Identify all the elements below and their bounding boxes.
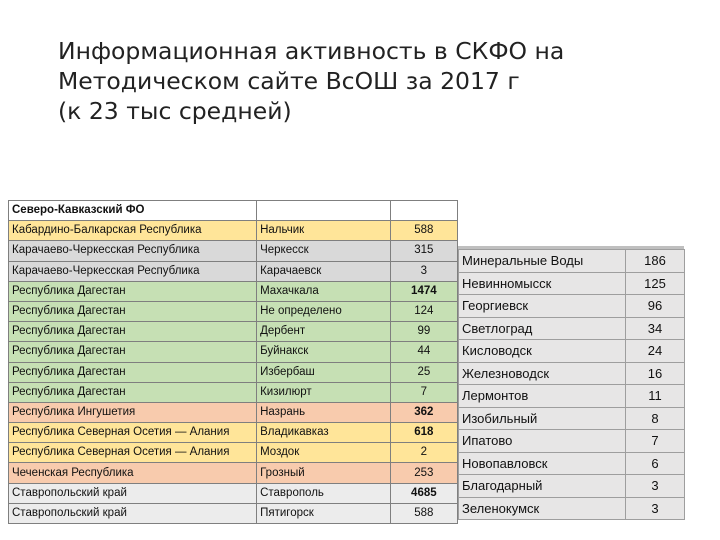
table-row xyxy=(459,250,685,273)
value-cell: 2 xyxy=(390,443,457,463)
table-row xyxy=(9,362,458,382)
value-cell: 99 xyxy=(390,322,457,342)
value-cell: 24 xyxy=(626,340,685,363)
city-cell: Не определено xyxy=(257,301,391,321)
city-cell: Назрань xyxy=(257,402,391,422)
city-cell: Минеральные Воды xyxy=(459,250,626,273)
region-cell: Республика Дагестан xyxy=(9,342,257,362)
city-cell: Грозный xyxy=(257,463,391,483)
city-cell: Владикавказ xyxy=(257,423,391,443)
value-cell: 96 xyxy=(626,295,685,318)
slide-title xyxy=(58,36,678,126)
table-header-row xyxy=(9,201,458,221)
value-cell: 25 xyxy=(390,362,457,382)
value-cell: 4685 xyxy=(390,483,457,503)
city-cell: Черкесск xyxy=(257,241,391,261)
title-line-1: Информационная активность в СКФО на xyxy=(58,37,565,65)
region-cell: Карачаево-Черкесская Республика xyxy=(9,241,257,261)
table-row xyxy=(459,340,685,363)
value-cell: 3 xyxy=(626,475,685,498)
table-row xyxy=(9,221,458,241)
table-row xyxy=(9,382,458,402)
value-cell: 7 xyxy=(626,430,685,453)
city-cell: Карачаевск xyxy=(257,261,391,281)
value-cell: 588 xyxy=(390,221,457,241)
table-row xyxy=(459,362,685,385)
city-cell: Пятигорск xyxy=(257,503,391,523)
city-cell: Ипатово xyxy=(459,430,626,453)
region-cell: Республика Северная Осетия — Алания xyxy=(9,423,257,443)
title-line-2: Методическом сайте ВсОШ за 2017 г xyxy=(58,67,520,95)
city-cell: Невинномысск xyxy=(459,272,626,295)
city-cell: Светлоград xyxy=(459,317,626,340)
table-row xyxy=(459,430,685,453)
city-cell: Моздок xyxy=(257,443,391,463)
table-row xyxy=(459,452,685,475)
region-cell: Республика Ингушетия xyxy=(9,402,257,422)
value-cell: 16 xyxy=(626,362,685,385)
region-cell: Республика Дагестан xyxy=(9,281,257,301)
skfo-region-table xyxy=(8,200,458,524)
city-cell: Железноводск xyxy=(459,362,626,385)
region-cell: Республика Северная Осетия — Алания xyxy=(9,443,257,463)
region-cell: Республика Дагестан xyxy=(9,382,257,402)
region-cell: Кабардино-Балкарская Республика xyxy=(9,221,257,241)
region-cell: Карачаево-Черкесская Республика xyxy=(9,261,257,281)
value-cell: 124 xyxy=(390,301,457,321)
city-cell: Ставрополь xyxy=(257,483,391,503)
city-cell: Зеленокумск xyxy=(459,497,626,520)
table-row xyxy=(9,483,458,503)
value-cell: 588 xyxy=(390,503,457,523)
table-row xyxy=(9,322,458,342)
value-cell: 253 xyxy=(390,463,457,483)
table-row xyxy=(459,272,685,295)
table-row xyxy=(9,281,458,301)
table-row xyxy=(9,301,458,321)
value-cell: 6 xyxy=(626,452,685,475)
table-row xyxy=(459,497,685,520)
region-cell: Республика Дагестан xyxy=(9,301,257,321)
value-cell: 7 xyxy=(390,382,457,402)
city-cell: Новопавловск xyxy=(459,452,626,475)
table-row xyxy=(9,503,458,523)
table-row xyxy=(9,402,458,422)
city-cell: Буйнакск xyxy=(257,342,391,362)
region-cell: Чеченская Республика xyxy=(9,463,257,483)
value-cell: 8 xyxy=(626,407,685,430)
table-row xyxy=(9,342,458,362)
region-cell: Ставропольский край xyxy=(9,503,257,523)
value-cell: 44 xyxy=(390,342,457,362)
city-cell: Лермонтов xyxy=(459,385,626,408)
city-cell: Махачкала xyxy=(257,281,391,301)
value-cell: 315 xyxy=(390,241,457,261)
value-cell: 125 xyxy=(626,272,685,295)
city-cell: Дербент xyxy=(257,322,391,342)
table-row xyxy=(9,463,458,483)
table-header-empty xyxy=(390,201,457,221)
region-cell: Ставропольский край xyxy=(9,483,257,503)
table-row xyxy=(459,385,685,408)
value-cell: 11 xyxy=(626,385,685,408)
value-cell: 1474 xyxy=(390,281,457,301)
table-row xyxy=(459,317,685,340)
table-row xyxy=(9,241,458,261)
value-cell: 618 xyxy=(390,423,457,443)
table-header-empty xyxy=(257,201,391,221)
city-cell: Нальчик xyxy=(257,221,391,241)
title-line-3: (к 23 тыс средней) xyxy=(58,97,292,125)
value-cell: 34 xyxy=(626,317,685,340)
table-row xyxy=(459,475,685,498)
city-cell: Изобильный xyxy=(459,407,626,430)
value-cell: 3 xyxy=(626,497,685,520)
stavropol-cities-table xyxy=(458,249,685,520)
value-cell: 362 xyxy=(390,402,457,422)
value-cell: 3 xyxy=(390,261,457,281)
city-cell: Кисловодск xyxy=(459,340,626,363)
table-row xyxy=(9,261,458,281)
table-header: Северо-Кавказский ФО xyxy=(9,201,257,221)
table-row xyxy=(459,295,685,318)
table-row xyxy=(9,443,458,463)
city-cell: Избербаш xyxy=(257,362,391,382)
region-cell: Республика Дагестан xyxy=(9,362,257,382)
table-row xyxy=(9,423,458,443)
city-cell: Благодарный xyxy=(459,475,626,498)
table-row xyxy=(459,407,685,430)
city-cell: Георгиевск xyxy=(459,295,626,318)
city-cell: Кизилюрт xyxy=(257,382,391,402)
region-cell: Республика Дагестан xyxy=(9,322,257,342)
value-cell: 186 xyxy=(626,250,685,273)
